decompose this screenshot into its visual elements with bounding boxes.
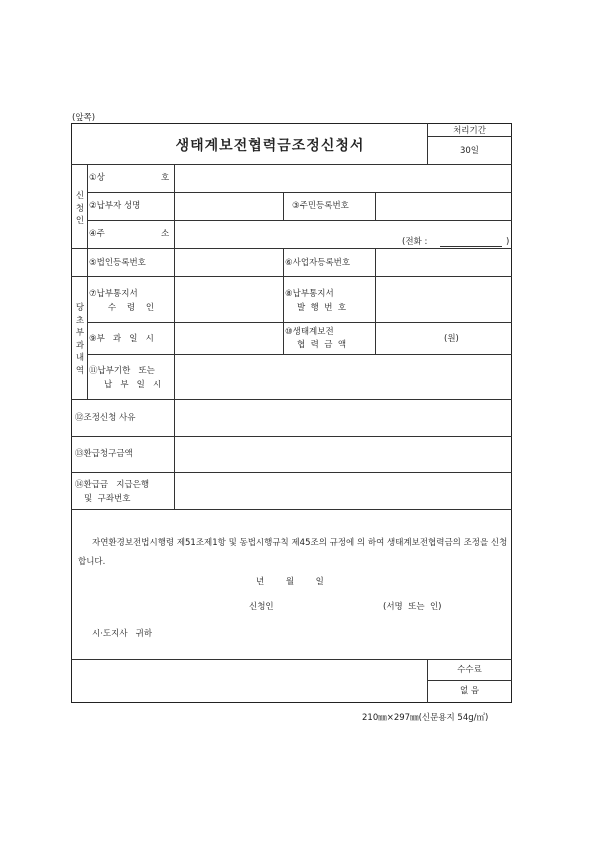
row-line-1 bbox=[87, 192, 512, 193]
corporate-reg-field[interactable] bbox=[175, 250, 282, 274]
resident-number-field[interactable] bbox=[377, 194, 511, 218]
adjustment-reason-label: ⑫조정신청 사유 bbox=[75, 413, 136, 423]
section-column-divider bbox=[87, 164, 88, 399]
recipient-label: 시·도지사 귀하 bbox=[92, 629, 153, 639]
business-reg-field[interactable] bbox=[377, 250, 511, 274]
imposition-date-label: ⑨부 과 일 시 bbox=[89, 334, 154, 344]
company-label-tail: 호 bbox=[161, 173, 170, 183]
header-bottom-line bbox=[71, 164, 512, 165]
row-line-6 bbox=[87, 354, 512, 355]
business-reg-label: ⑥사업자등록번호 bbox=[285, 258, 351, 268]
notice-issue-label-2: 발 행 번 호 bbox=[297, 303, 347, 313]
row-line-5 bbox=[87, 322, 512, 323]
paper-size-note: 210㎜×297㎜(신문용지 54g/㎡) bbox=[362, 713, 489, 723]
fee-inner-line bbox=[427, 680, 512, 681]
row-line-2 bbox=[87, 220, 512, 221]
resident-number-label: ③주민등록번호 bbox=[292, 201, 349, 211]
date-line: 년 월 일 bbox=[256, 577, 324, 587]
applicant-signature-field[interactable] bbox=[290, 598, 370, 614]
signature-or-seal-label: (서명 또는 인) bbox=[383, 602, 442, 612]
payer-name-field[interactable] bbox=[175, 194, 282, 218]
amount-label-1: ⑩생태계보전 bbox=[285, 327, 334, 337]
notice-divider bbox=[283, 276, 284, 354]
page-side-marker: (앞쪽) bbox=[72, 113, 96, 123]
payer-name-label: ②납부자 성명 bbox=[89, 201, 141, 211]
applicant-section-label: 신 청 인 bbox=[75, 191, 85, 226]
row-line-10 bbox=[71, 509, 512, 510]
notice-receiver-label-1: ⑦납부통지서 bbox=[89, 289, 138, 299]
fee-label: 수수료 bbox=[457, 665, 482, 675]
row-line-11 bbox=[71, 659, 512, 660]
adjustment-reason-field[interactable] bbox=[175, 401, 511, 434]
deadline-label-2: 납 부 일 시 bbox=[104, 380, 162, 390]
form-title: 생태계보전협력금조정신청서 bbox=[175, 138, 365, 154]
resident-divider bbox=[375, 192, 376, 220]
notice-receiver-label-2: 수 령 인 bbox=[107, 303, 155, 313]
refund-bank-label-1: ⑭환급금 지급은행 bbox=[75, 480, 150, 490]
row-line-9 bbox=[71, 472, 512, 473]
refund-amount-label: ⑬환급청구금액 bbox=[75, 449, 133, 459]
phone-label: (전화 : bbox=[402, 237, 428, 247]
notice-issue-label-1: ⑧납부통지서 bbox=[285, 289, 334, 299]
row-line-3 bbox=[71, 248, 512, 249]
address-field[interactable] bbox=[175, 222, 511, 246]
address-label: ④주 bbox=[89, 229, 105, 239]
notice-issue-field[interactable] bbox=[377, 278, 511, 320]
address-label-tail: 소 bbox=[161, 229, 170, 239]
company-field[interactable] bbox=[175, 166, 511, 190]
notice-issue-divider bbox=[375, 276, 376, 354]
row-line-8 bbox=[71, 436, 512, 437]
row-line-7 bbox=[71, 399, 512, 400]
applicant-signature-label: 신청인 bbox=[249, 602, 274, 612]
imposition-date-field[interactable] bbox=[175, 324, 282, 352]
declaration-paragraph: 자연환경보전법시행령 제51조제1항 및 동법시행규칙 제45조의 규정에 의 하여 생태계보전협력금의 조정을 신청합니다. bbox=[78, 538, 508, 567]
processing-period-label: 처리기간 bbox=[453, 126, 486, 136]
refund-bank-field[interactable] bbox=[175, 474, 511, 507]
corp-divider bbox=[283, 248, 284, 276]
refund-amount-field[interactable] bbox=[175, 438, 511, 470]
refund-bank-label-2: 및 구좌번호 bbox=[84, 494, 131, 504]
processing-period-value: 30일 bbox=[459, 146, 480, 156]
fee-value: 없 음 bbox=[459, 686, 480, 696]
corporate-reg-label: ⑤법인등록번호 bbox=[89, 258, 146, 268]
phone-underline bbox=[440, 246, 502, 247]
deadline-field[interactable] bbox=[175, 356, 511, 397]
initial-imposition-section-label: 당 초 부 과 내 역 bbox=[75, 303, 85, 376]
amount-unit: (원) bbox=[444, 334, 459, 344]
biz-divider bbox=[375, 248, 376, 276]
deadline-label-1: ⑪납부기한 또는 bbox=[89, 366, 155, 376]
payer-divider bbox=[283, 192, 284, 220]
notice-receiver-field[interactable] bbox=[175, 278, 282, 320]
phone-label-end: ) bbox=[506, 237, 510, 247]
row-line-4 bbox=[71, 276, 512, 277]
company-label: ①상 bbox=[89, 173, 105, 183]
amount-label-2: 협 력 금 액 bbox=[297, 340, 347, 350]
processing-divider bbox=[427, 136, 512, 137]
